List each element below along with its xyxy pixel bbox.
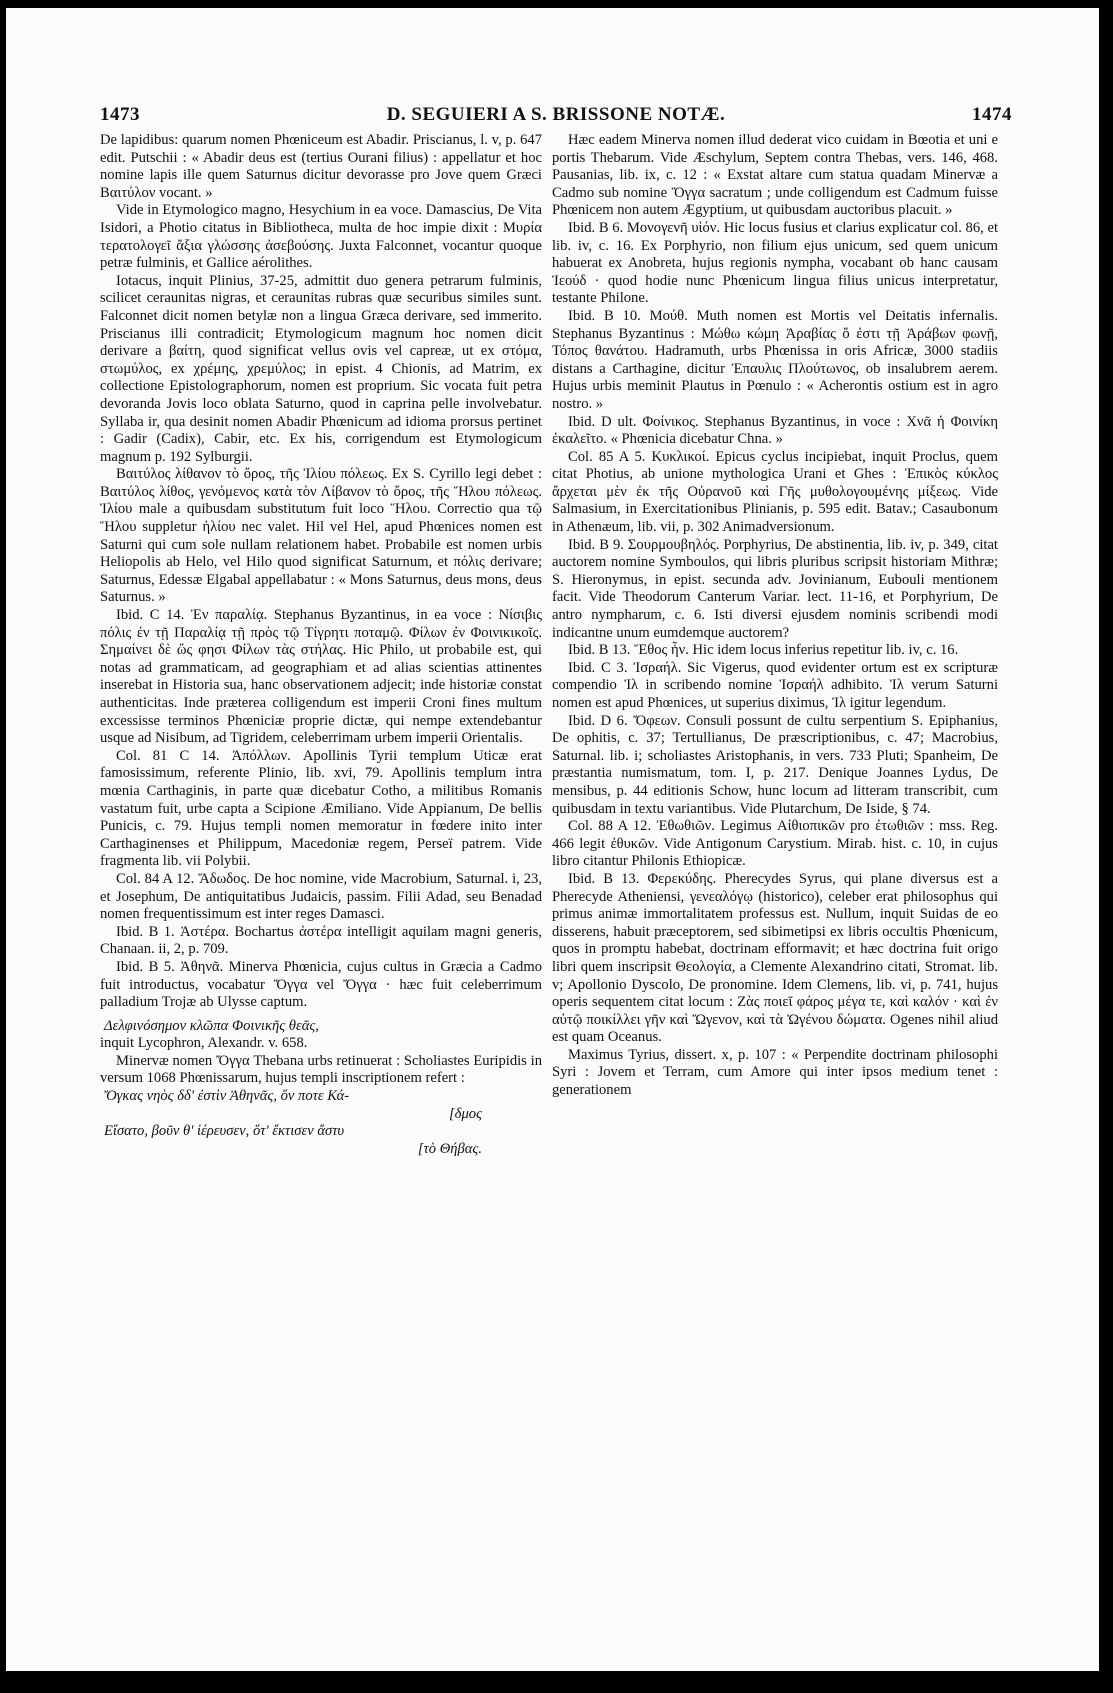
right-column bbox=[552, 132, 998, 1100]
paragraph: Maximus Tyrius, dissert. x, p. 107 : « Perpendite doctrinam philosophi Syri : Jovem et Terram, cum Amore qui inter ipsos medium tenet : generationem bbox=[552, 1046, 998, 1099]
paragraph: De lapidibus: quarum nomen Phœniceum est Abadir. Priscianus, l. v, p. 647 edit. Putschii : « Abadir deus est (tertius Ourani filius) : appellatur et hoc nomine lapis ille quem Saturnus dicitur devorasse pro Jove quem Græci Βαιτύλον vocant. » bbox=[100, 132, 542, 201]
scan-border-right bbox=[1099, 0, 1113, 1693]
left-column bbox=[100, 132, 542, 1158]
paragraph: Ibid. B 13. Φερεκύδης. Pherecydes Syrus, qui plane diversus est a Pherecyde Atheniensi, γενεαλόγῳ (historico), celeber erat philosophus qui primus animæ immortalitatem professus est. Nullum, inquit Suidas de eo disserens, habuit præceptorem, sed sibimetipsi ex libris occultis Phœnicum, quos in promptu habebat, doctrinam efformavit; et hæc doctrina fuit origo libri quem inscripsit Θεολογία, a Clemente Alexandrino citati, Stromat. lib. v; Apollonio Dyscolo, De pronomine. Idem Clemens, lib. vi, p. 741, hujus operis sequentem citat locum : Ζὰς ποιεῖ φάρος μέγα τε, καὶ καλόν · καὶ ἐν αὐτῷ ποικίλλει γῆν καὶ Ὤγενον, καὶ τὰ Ὠγένου δώματα. Ogenes nihil aliud est quam Oceanus. bbox=[552, 870, 998, 1046]
paragraph: Vide in Etymologico magno, Hesychium in ea voce. Damascius, De Vita Isidori, a Photio citatus in Bibliotheca, multa de hoc impie dixit : Μυρία τερατολογεῖ ἄξια γλώσσης ἀσεβούσης. Juxta Falconnet, vocantur quoque petræ fulminis, et Gallice aérolithes. bbox=[100, 202, 542, 272]
scan-border-bottom bbox=[0, 1671, 1113, 1693]
paragraph: Col. 88 A 12. Ἐθωθιῶν. Legimus Αἰθιοπικῶν pro ἐτωθιῶν : mss. Reg. 466 legit ἐθυκῶν. Vide Antigonum Carystium. Mirab. hist. c. 10, in cujus libro citantur Philonis Ethiopicæ. bbox=[552, 818, 998, 870]
paragraph: Hæc eadem Minerva nomen illud dederat vico cuidam in Bœotia et uni e portis Thebarum. Vide Æschylum, Septem contra Thebas, vers. 146, 468. Pausanias, lib. ix, c. 12 : « Exstat altare cum statua quadam Minervæ a Cadmo sub nomine Ὄγγα sacratum ; unde colligendum est Cadmum fuisse Phœnicem non autem Ægyptium, ut quibusdam auctoribus placuit. » bbox=[552, 132, 998, 219]
paragraph: Ibid. B 13. Ἔθος ἦν. Hic idem locus inferius repetitur lib. iv, c. 16. bbox=[568, 642, 959, 659]
paragraph: Ibid. B 10. Μούθ. Muth nomen est Mortis vel Deitatis infernalis. Stephanus Byzantinus : Μώθω κώμη Ἀραβίας ὅ ἐστι τῇ Ἀράβων φωνῇ, Τόπος θανάτου. Hadramuth, urbs Phœnissa in oris Africæ, 3000 stadiis distans a Carthagine, dicitur Ἐπαυλις Πλούτωνος, ob insalubrem aerem. Hujus urbis meminit Plautus in Pœnulo : « Acherontis ostium est in agro nostro. » bbox=[552, 307, 998, 412]
page-title: D. SEGUIERI A S. BRISSONE NOTÆ. bbox=[386, 104, 726, 125]
verse-quote: Δελφινόσημον κλῶπα Φοινικῆς θεᾶς, bbox=[104, 1017, 319, 1034]
paragraph: Ibid. D ult. Φοίνικος. Stephanus Byzantinus, in voce : Χνᾶ ἡ Φοινίκη ἐκαλεῖτο. « Phœnicia dicebatur Chna. » bbox=[552, 413, 998, 448]
paragraph: Col. 85 A 5. Κυκλικοί. Epicus cyclus incipiebat, inquit Proclus, quem citat Photius, ab unione mythologica Urani et Ghes : Ἐπικὸς κύκλος ἄρχεται μὲν ἐκ τῆς Οὐρανοῦ καὶ Γῆς μυθολογουμένης μίξεως. Vide Salmasium, in Exercitationibus Plinianis, p. 595 edit. Batav.; Casaubonum in Athenæum, lib. vii, p. 302 Animadversionum. bbox=[552, 448, 998, 536]
verse-continuation: [τὸ Θήβας. bbox=[417, 1140, 482, 1157]
verse-continuation: [δμος bbox=[448, 1105, 482, 1122]
paragraph: Ibid. B 5. Ἀθηνᾶ. Minerva Phœnicia, cujus cultus in Græcia a Cadmo fuit introductus, vocabatur Ὄγγα vel Ὄγγα · hæc fuit celeberrimum palladium Trojæ ab Ulysse captum. bbox=[100, 958, 542, 1011]
paragraph: Ibid. C 3. Ἰσραήλ. Sic Vigerus, quod evidenter ortum est ex scripturæ compendio Ἰλ in scribendo nomine Ἰσραήλ adhibito. Ἰλ verum Saturni nomen est apud Phœnices, ut superius diximus, Ἰλ igitur legendum. bbox=[552, 659, 998, 711]
paragraph: Ibid. B 6. Μονογενῆ υἱόν. Hic locus fusius et clarius explicatur col. 86, et lib. iv, c. 16. Ex Porphyrio, non filium ejus unicum, sed quem unicum habuerat ex Anobreta, hujus regionis nympha, vocabant ob hanc causam Ἰεούδ · quod hodie nunc Phœnicum lingua filius unicus interpretatur, testante Philone. bbox=[552, 219, 998, 307]
running-header bbox=[100, 104, 1012, 130]
paragraph: Ibid. B 1. Ἀστέρα. Bochartus ἀστέρα intelligit aquilam magni generis, Chanaan. ii, 2, p. 709. bbox=[100, 923, 542, 958]
page-number-right: 1474 bbox=[972, 104, 1012, 125]
paragraph: Col. 81 C 14. Ἀπόλλων. Apollinis Tyrii templum Uticæ erat famosissimum, referente Plinio, lib. xvi, 79. Apollinis templum intra mœnia Carthaginis, in parte quæ dicebatur Cotho, a militibus Romanis vastatum fuit, urbe capta a Scipione Æmiliano. Vide Appianum, De bellis Punicis, c. 79. Hujus templi nomen memoratur in fœdere inito inter Carthaginenses et Philippum, Macedoniæ regem, Perseï patrem. Vide fragmenta lib. vii Polybii. bbox=[100, 747, 542, 870]
page-number-left: 1473 bbox=[100, 104, 140, 125]
paragraph: Minervæ nomen Ὄγγα Thebana urbs retinuerat : Scholiastes Euripidis in versum 1068 Phœnissarum, hujus templi inscriptionem refert : bbox=[100, 1052, 542, 1087]
verse-line: Ὄγκας νηὸς δδ' ἐστὶν Ἀθηνᾶς, ὅν ποτε Κά- bbox=[104, 1088, 350, 1105]
paragraph: Col. 84 A 12. Ἄδωδος. De hoc nomine, vide Macrobium, Saturnal. i, 23, et Josephum, De antiquitatibus Judaicis, passim. Filii Adad, seu Benadad nomen frequentissimum est inter reges Damasci. bbox=[100, 870, 542, 923]
paragraph: Iotacus, inquit Plinius, 37-25, admittit duo genera petrarum fulminis, scilicet ceraunitas nigras, et ceraunitas rubras quæ securibus similes sunt. Falconnet dicit nomen betylæ non a lingua Græca derivare, sed immerito. Priscianus illi contradicit; Etymologicum magnum hoc nomen dicit derivare a βαίτη, quod significat vellus ovis vel capreæ, ut ex στόμα, στωμύλος, ex χρέμης, χρεμύλος; in epist. 4 Chionis, ad Matrim, ex collectione Epistolographorum, nomen est proprium. Sic vocata fuit petra devoranda Jovis loco oblata Saturno, quod in caprina pelle involvebatur. Syllaba ir, qua desinit nomen Abadir Phœnicum ad idioma prorsus pertinet : Gadir (Cadix), Cabir, etc. Ex his, corrigendum est Etymologicum magnum p. 192 Sylburgii. bbox=[100, 272, 542, 465]
paragraph: Ibid. B 9. Σουρμουβηλός. Porphyrius, De abstinentia, lib. iv, p. 349, citat auctorem nomine Symboulos, qui libris pluribus scripsit historiam Mithræ; S. Hieronymus, in epist. secunda adv. Jovinianum, Eubouli mentionem facit. Vide Theodorum Canterum Variar. lect. 11-16, et Porphyrium, De antro nympharum, c. 6. Isti diversi ejusdem nominis scribendi modi indicantne unum eumdemque auctorem? bbox=[552, 536, 998, 641]
paragraph: inquit Lycophron, Alexandr. v. 658. bbox=[100, 1035, 308, 1052]
paragraph: Ibid. D 6. Ὄφεων. Consuli possunt de cultu serpentium S. Epiphanius, De ophitis, c. 37; Tertullianus, De præscriptionibus, c. 47; Macrobius, Saturnal. lib. i; scholiastes Aristophanis, in vers. 733 Pluti; Spanheim, De præstantia numismatum, tom. I, p. 217. Denique Joannes Lydus, De mensibus, p. 44 editionis Schow, hunc locum ad litteram transcribit, cum quibusdam in textu variantibus. Vide Plutarchum, De Iside, § 74. bbox=[552, 712, 998, 817]
paragraph: Ibid. C 14. Ἐν παραλίᾳ. Stephanus Byzantinus, in ea voce : Νίσιβις πόλις ἐν τῇ Παραλίᾳ τῇ πρὸς τῷ Τίγρητι ποταμῷ. Φίλων ἐν Φοινικικοῖς. Σημαίνει δὲ ὥς φησι Φίλων τὰς στήλας. Hic Philo, ut probabile est, qui notas ad grammaticam, ad geographiam et ad alias scientias attinentes inserebat in Historia sua, hanc observationem adjecit; inde historiæ constat authenticitas. Inde præterea colligendum est imperii Croni fines multum excessisse terminos Phœniciæ proprie dictæ, qui nempe extendebantur usque ad Nisibum, ad Tigridem, celeberrimam urbem imperii Orientalis. bbox=[100, 607, 542, 747]
verse-line: Εἴσατο, βοῦν θ' ἱέρευσεν, ὅτ' ἔκτισεν ἄστυ bbox=[104, 1123, 345, 1140]
scan-border-left bbox=[0, 0, 6, 1693]
scan-border-top bbox=[0, 0, 1113, 8]
paragraph: Βαιτύλος λίθανον τὸ ὄρος, τῆς Ἰλίου πόλεως. Ex S. Cyrillo legi debet : Βαιτύλος λίθος, γενόμενος κατὰ τὸν Λίβανον τὸ ὄρος, τῆς Ἥλου πόλεως. Ἰλίου male a quibusdam substitutum fuit loco Ἥλου. Correctio qua τῷ Ἥλου suppletur ἡλίου nec valet. Hil vel Hel, apud Phœnices nomen est Saturni qui cum sole nullam relationem habet. Probabile est nomen urbis Heliopolis ab Helo, vel Hilo quod significat Saturnum, et πόλις derivare; Saturnus, Edessæ Elgabal appellabatur : « Mons Saturnus, deus mons, deus Saturnus. » bbox=[100, 466, 542, 606]
